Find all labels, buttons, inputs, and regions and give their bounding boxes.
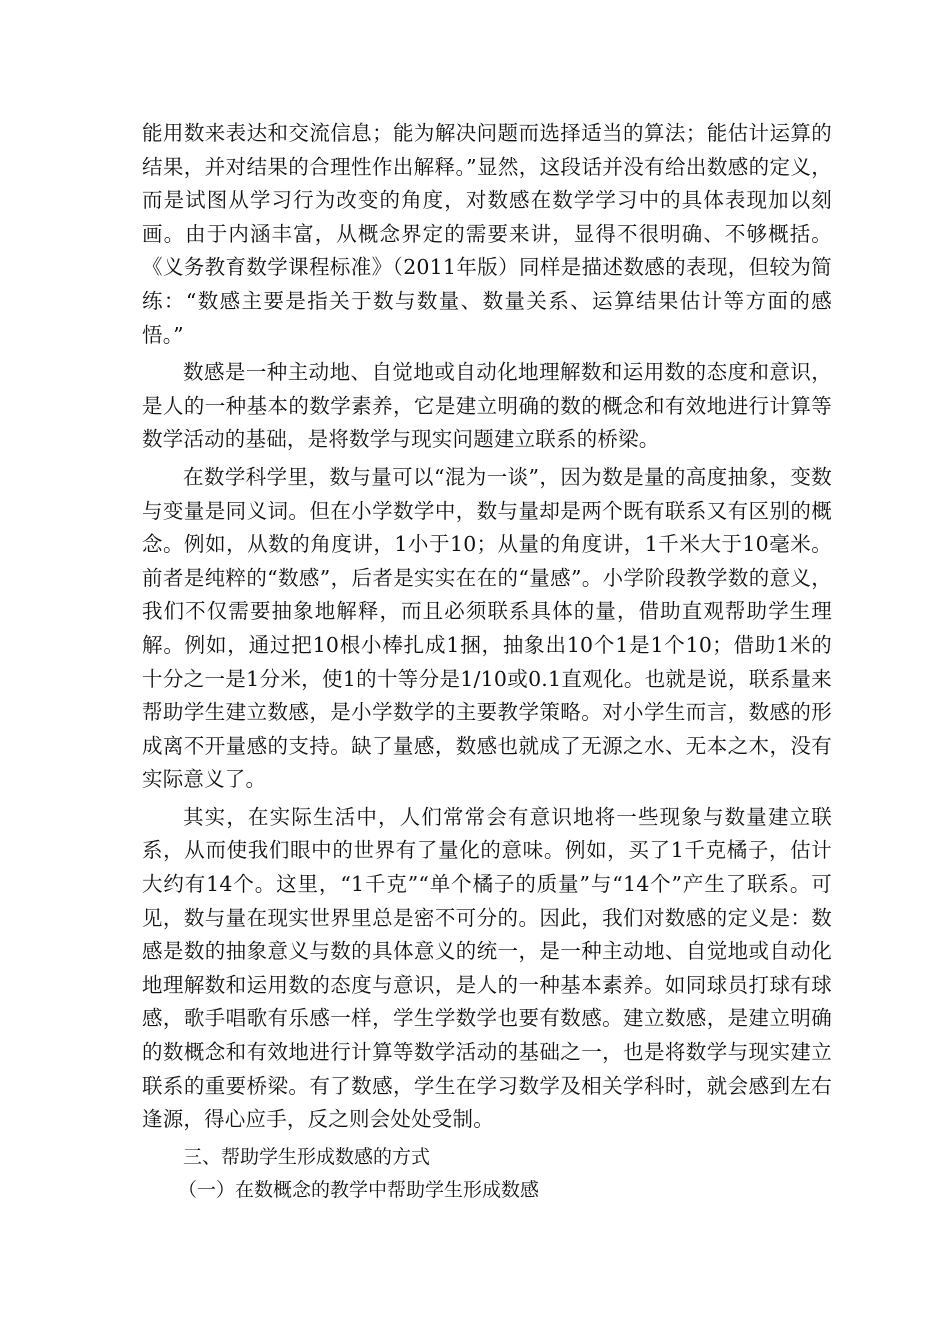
paragraph-definition: 数感是一种主动地、自觉地或自动化地理解数和运用数的态度和意识，是人的一种基本的数学素养，它是建立明确的数的概念和有效地进行计算等数学活动的基础，是将数学与现实问题建立联系的桥梁。 [142,360,832,452]
document-page [142,117,832,1207]
paragraph-number-and-quantity: 在数学科学里，数与量可以“混为一谈”，因为数是量的高度抽象，变数与变量是同义词。但在小学数学中，数与量却是两个既有联系又有区别的概念。例如，从数的角度讲，1小于10；从量的角度讲，1千米大于10毫米。前者是纯粹的“数感”，后者是实实在在的“量感”。小学阶段教学数的意义，我们不仅需要抽象地解释，而且必须联系具体的量，借助直观帮助学生理解。例如，通过把10根小棒扎成1捆，抽象出10个1是1个10；借助1米的十分之一是1分米，使1的十等分是1/10或0.1直观化。也就是说，联系量来帮助学生建立数感，是小学数学的主要教学策略。对小学生而言，数感的形成离不开量感的支持。缺了量感，数感也就成了无源之水、无本之木，没有实际意义了。 [142,464,832,792]
subsection-heading: （一）在数概念的教学中帮助学生形成数感 [178,1178,540,1201]
section-heading: 三、帮助学生形成数感的方式 [183,1145,431,1168]
paragraph-real-life: 其实，在实际生活中，人们常常会有意识地将一些现象与数量建立联系，从而使我们眼中的世界有了量化的意味。例如，买了1千克橘子，估计大约有14个。这里，“1千克”“单个橘子的质量”与“14个”产生了联系。可见，数与量在现实世界里总是密不可分的。因此，我们对数感的定义是：数感是数的抽象意义与数的具体意义的统一，是一种主动地、自觉地或自动化地理解数和运用数的态度与意识，是人的一种基本素养。如同球员打球有球感，歌手唱歌有乐感一样，学生学数学也要有数感。建立数感，是建立明确的数概念和有效地进行计算等数学活动的基础之一，也是将数学与现实建立联系的重要桥梁。有了数感，学生在学习数学及相关学科时，就会感到左右逢源，得心应手，反之则会处处受制。 [142,804,832,1132]
paragraph-continuation: 能用数来表达和交流信息；能为解决问题而选择适当的算法；能估计运算的结果，并对结果的合理性作出解释。”显然，这段话并没有给出数感的定义，而是试图从学习行为改变的角度，对数感在数学学习中的具体表现加以刻画。由于内涵丰富，从概念界定的需要来讲，显得不很明确、不够概括。《义务教育数学课程标准》（2011年版）同样是描述数感的表现，但较为简练：“数感主要是指关于数与数量、数量关系、运算结果估计等方面的感悟。” [142,121,832,347]
